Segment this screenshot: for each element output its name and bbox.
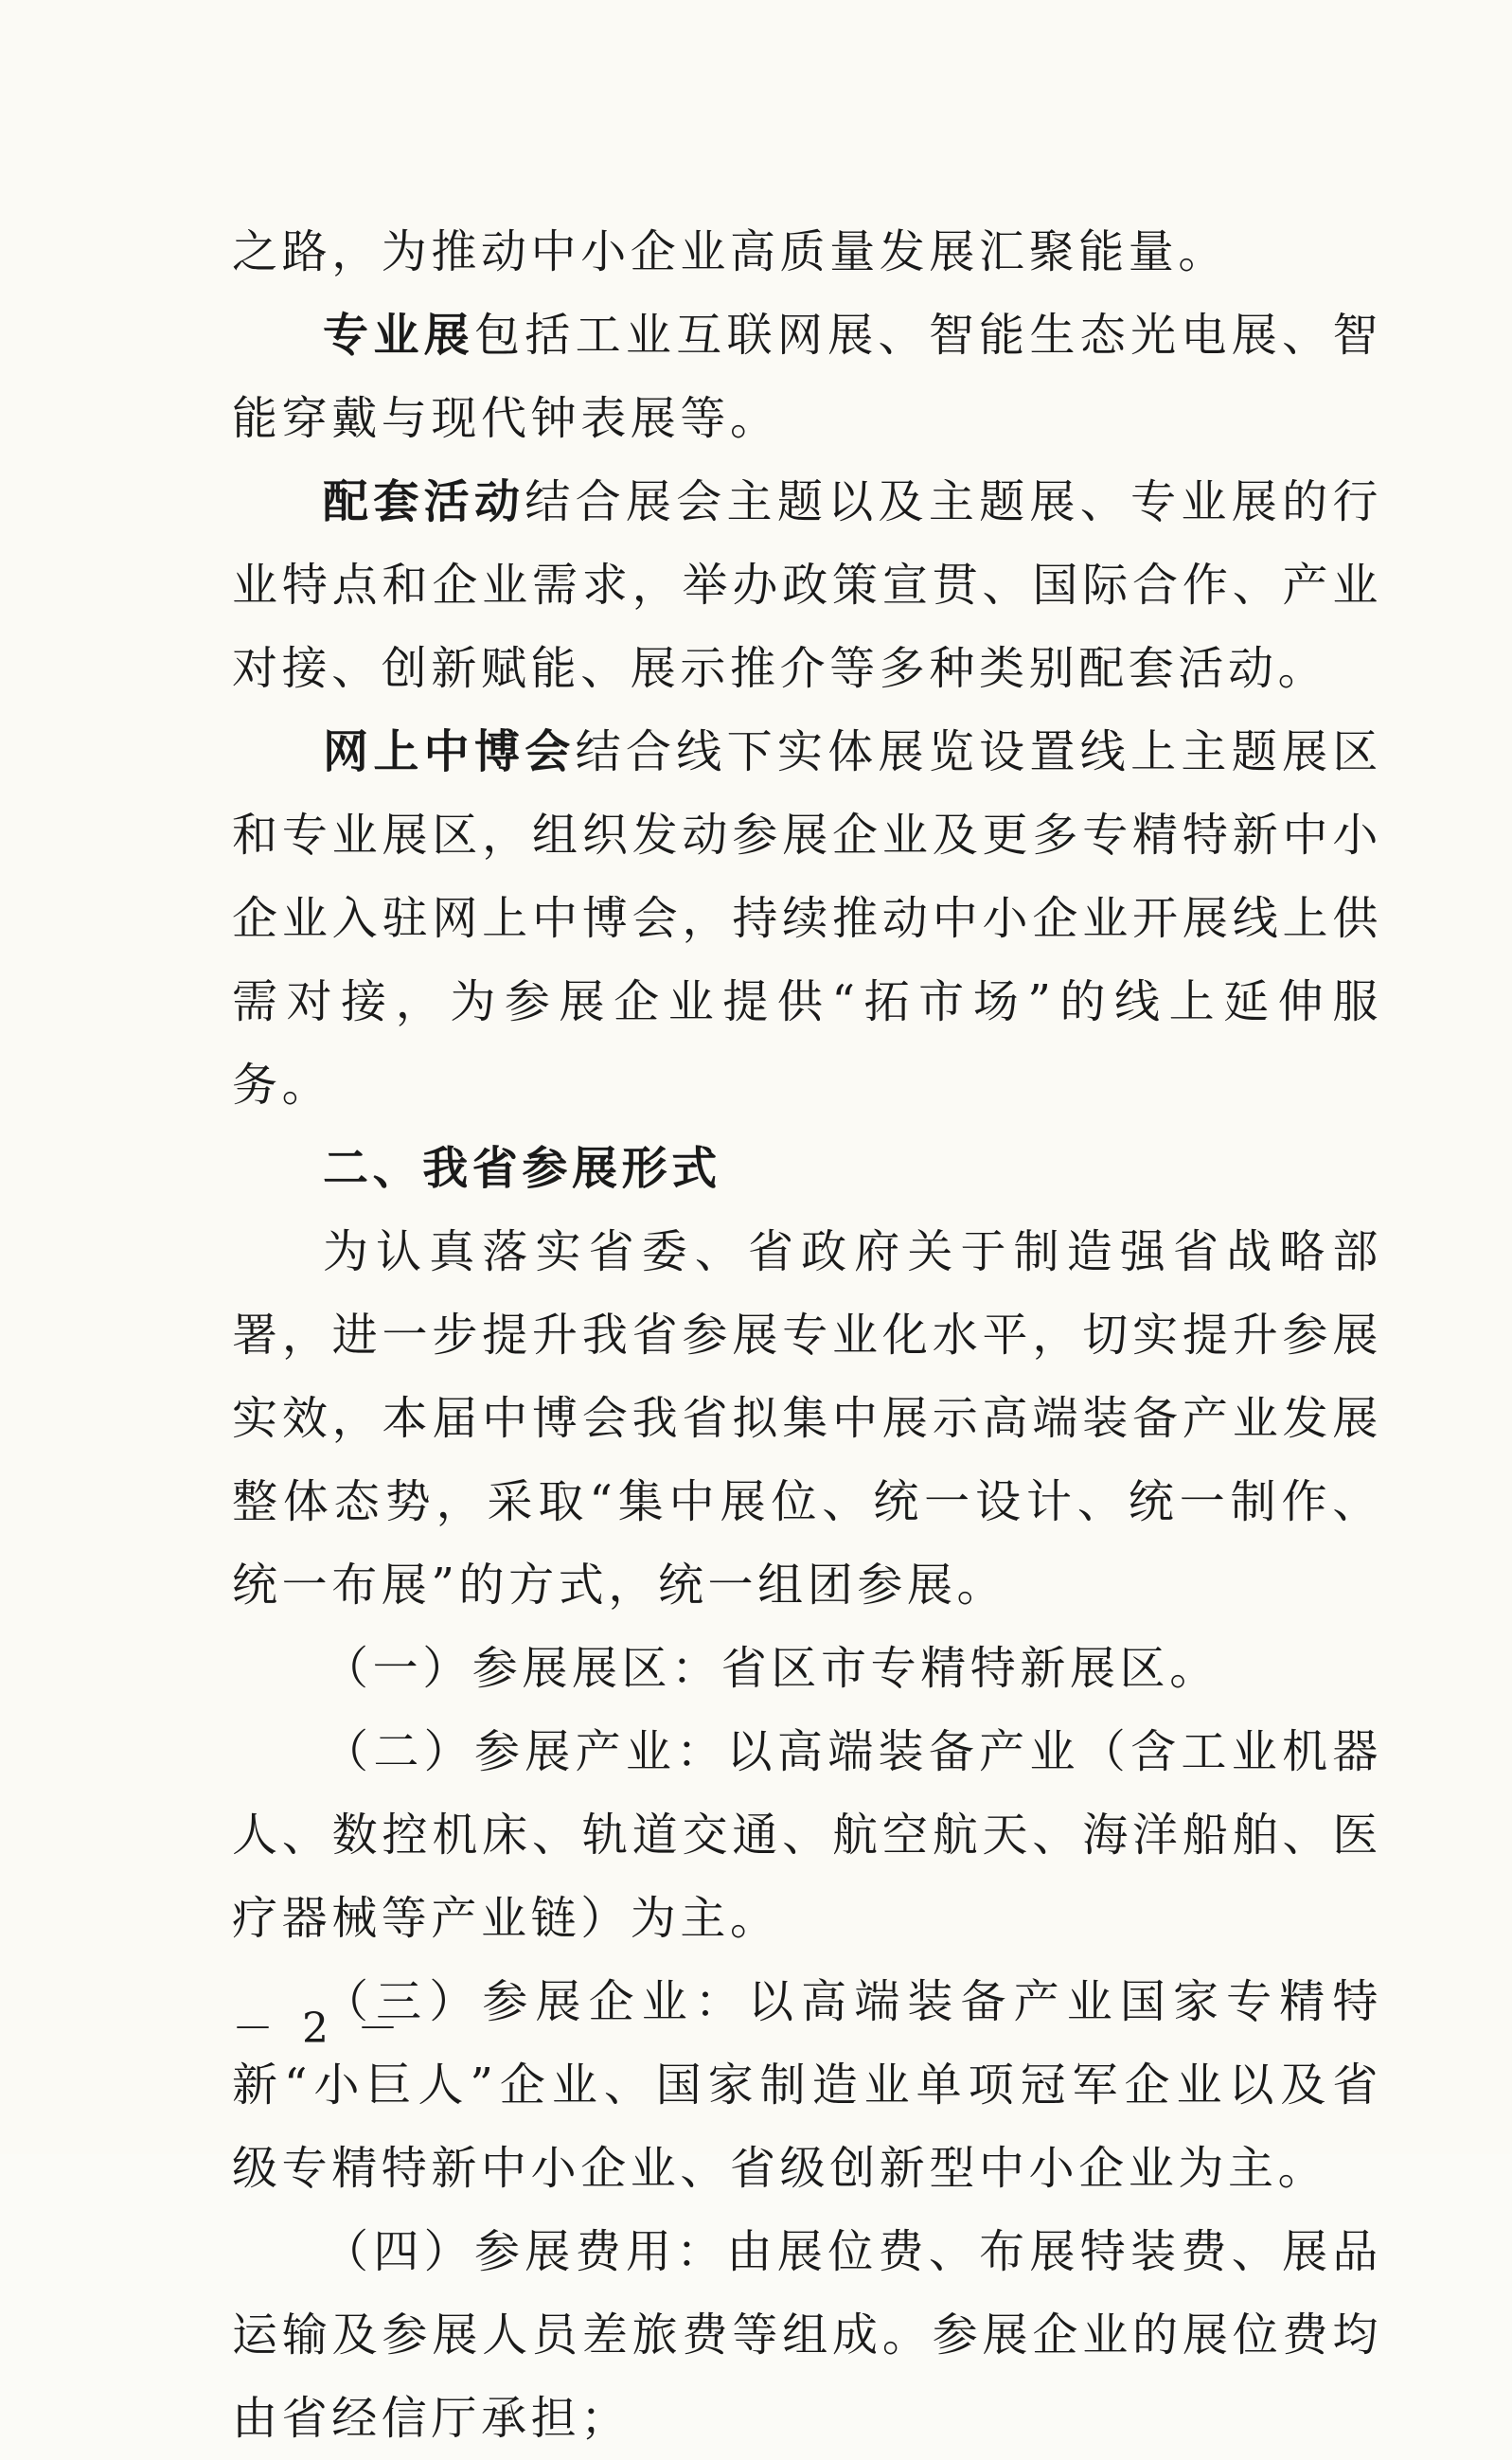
paragraph-item-3: （三）参展企业：以高端装备产业国家专精特新“小巨人”企业、国家制造业单项冠军企业以及省级专精特新中小企业、省级创新型中小企业为主。 bbox=[232, 1975, 1382, 2195]
section-heading: 二、我省参展形式 bbox=[323, 1142, 721, 1195]
paragraph-item-1: （一）参展展区：省区市专精特新展区。 bbox=[323, 1642, 1219, 1695]
paragraph-body: 结合展会主题以及主题展、专业展的行业特点和企业需求，举办政策宣贯、国际合作、产业对接、创新赋能、展示推介等多种类别配套活动。 bbox=[232, 475, 1382, 695]
paragraph-online-expo bbox=[232, 710, 1382, 1127]
paragraph-specialty-exhibition bbox=[232, 294, 1382, 460]
paragraph-body: 结合线下实体展览设置线上主题展区和专业展区，组织发动参展企业及更多专精特新中小企业入驻网上中博会，持续推动中小企业开展线上供需对接，为参展企业提供“拓市场”的线上延伸服务。 bbox=[232, 725, 1382, 1112]
lead-term-specialty-exhibition: 专业展 bbox=[323, 309, 474, 362]
paragraph-item-2: （二）参展产业：以高端装备产业（含工业机器人、数控机床、轨道交通、航空航天、海洋船舶、医疗器械等产业链）为主。 bbox=[232, 1725, 1382, 1945]
paragraph-participation-form: 为认真落实省委、省政府关于制造强省战略部署，进一步提升我省参展专业化水平，切实提升参展实效，本届中博会我省拟集中展示高端装备产业发展整体态势，采取“集中展位、统一设计、统一制作、统一布展”的方式，统一组团参展。 bbox=[232, 1225, 1382, 1612]
paragraph-continuation: 之路，为推动中小企业高质量发展汇聚能量。 bbox=[232, 225, 1229, 278]
paragraph-supporting-activities bbox=[232, 460, 1382, 710]
lead-term-supporting-activities: 配套活动 bbox=[323, 475, 525, 528]
page-number: － 2 － bbox=[232, 2005, 406, 2053]
paragraph-item-4: （四）参展费用：由展位费、布展特装费、展品运输及参展人员差旅费等组成。参展企业的展位费均由省经信厅承担； bbox=[232, 2225, 1382, 2445]
lead-term-online-expo: 网上中博会 bbox=[323, 725, 576, 778]
paragraph-body: 包括工业互联网展、智能生态光电展、智能穿戴与现代钟表展等。 bbox=[232, 309, 1382, 445]
body-text bbox=[232, 210, 1382, 2460]
